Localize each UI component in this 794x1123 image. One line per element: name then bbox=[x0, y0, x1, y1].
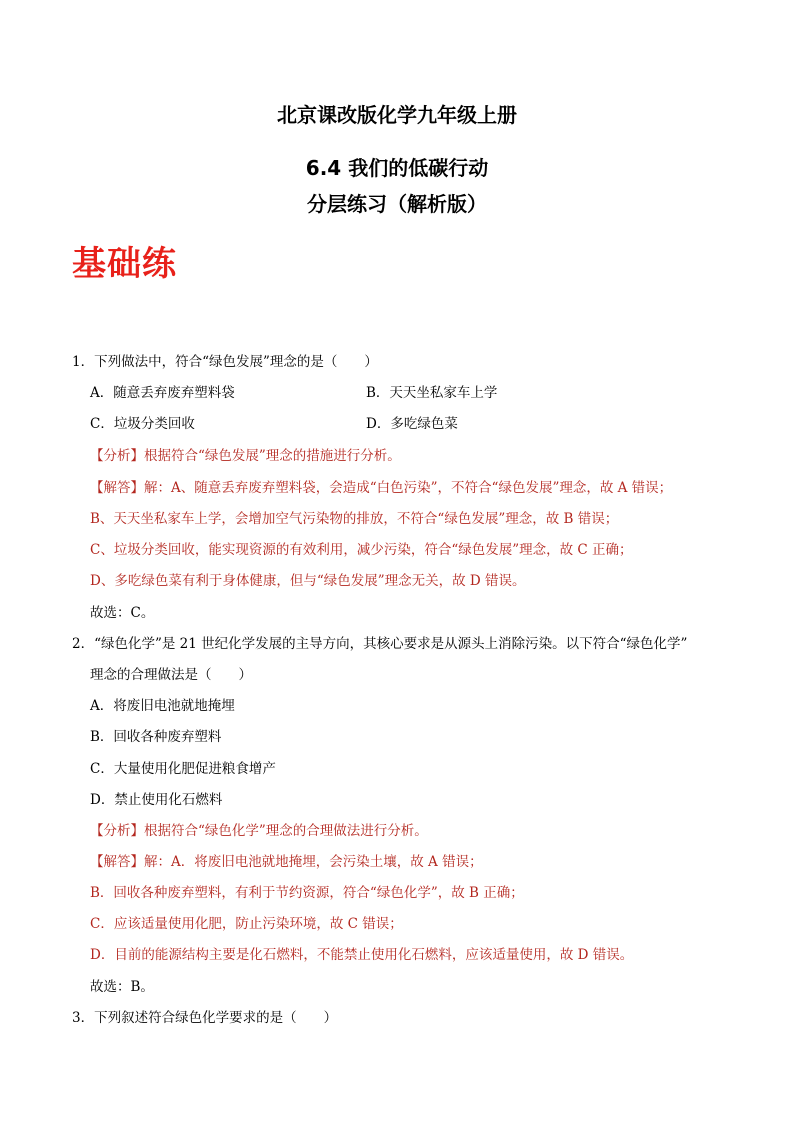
answer-tag: 【解答】 bbox=[90, 480, 144, 496]
q1-answer-line-1 bbox=[90, 479, 672, 497]
answer-text: 解：A、随意丢弃废弃塑料袋，会造成“白色污染”，不符合“绿色发展”理念，故 A 错误； bbox=[144, 480, 673, 496]
q1-answer-line-4: D、多吃绿色菜有利于身体健康，但与“绿色发展”理念无关，故 D 错误。 bbox=[90, 573, 526, 589]
q2-stem-line-1: 2．“绿色化学”是 21 世纪化学发展的主导方向，其核心要求是从源头上消除污染。以下符合“绿色化学” bbox=[72, 636, 688, 652]
q1-answer-line-3: C、垃圾分类回收，能实现资源的有效利用，减少污染，符合“绿色发展”理念，故 C 正确； bbox=[90, 542, 633, 558]
q1-option-b: B．天天坐私家车上学 bbox=[366, 385, 498, 401]
q1-choice: 故选：C。 bbox=[90, 605, 155, 621]
q3-stem: 3．下列叙述符合绿色化学要求的是（ ） bbox=[72, 1010, 338, 1026]
analysis-tag: 【分析】 bbox=[90, 448, 144, 464]
q2-stem-line-2: 理念的合理做法是（ ） bbox=[90, 667, 252, 683]
q2-answer-line-3: C．应该适量使用化肥，防止污染环境，故 C 错误； bbox=[90, 916, 403, 932]
q2-option-a: A．将废旧电池就地掩埋 bbox=[90, 698, 235, 714]
q1-option-a: A．随意丢弃废弃塑料袋 bbox=[90, 385, 235, 401]
q2-option-b: B．回收各种废弃塑料 bbox=[90, 729, 222, 745]
q2-answer-line-4: D．目前的能源结构主要是化石燃料，不能禁止使用化石燃料，应该适量使用，故 D 错误。 bbox=[90, 947, 634, 963]
q1-analysis bbox=[90, 447, 401, 465]
doc-subtitle: 分层练习（解析版） bbox=[307, 192, 487, 216]
analysis-tag: 【分析】 bbox=[90, 823, 144, 839]
q1-stem: 1．下列做法中，符合“绿色发展”理念的是（ ） bbox=[72, 354, 378, 370]
q2-answer-line-1 bbox=[90, 853, 483, 871]
section-title: 基础练 bbox=[72, 244, 177, 284]
answer-tag: 【解答】 bbox=[90, 854, 144, 870]
q2-answer-line-2: B．回收各种废弃塑料，有利于节约资源，符合“绿色化学”，故 B 正确； bbox=[90, 885, 524, 901]
q1-option-d: D．多吃绿色菜 bbox=[366, 416, 458, 432]
q2-option-d: D．禁止使用化石燃料 bbox=[90, 792, 223, 808]
q1-option-c: C．垃圾分类回收 bbox=[90, 416, 195, 432]
q1-answer-line-2: B、天天坐私家车上学，会增加空气污染物的排放，不符合“绿色发展”理念，故 B 错误； bbox=[90, 511, 619, 527]
q2-choice: 故选：B。 bbox=[90, 979, 154, 995]
answer-text: 解：A．将废旧电池就地掩埋，会污染土壤，故 A 错误； bbox=[144, 854, 483, 870]
analysis-text: 根据符合“绿色化学”理念的合理做法进行分析。 bbox=[144, 823, 428, 839]
q2-analysis bbox=[90, 822, 428, 840]
q2-option-c: C．大量使用化肥促进粮食增产 bbox=[90, 761, 276, 777]
doc-title: 北京课改版化学九年级上册 bbox=[277, 103, 517, 127]
analysis-text: 根据符合“绿色发展”理念的措施进行分析。 bbox=[144, 448, 401, 464]
lesson-title: 6.4 我们的低碳行动 bbox=[305, 156, 489, 180]
